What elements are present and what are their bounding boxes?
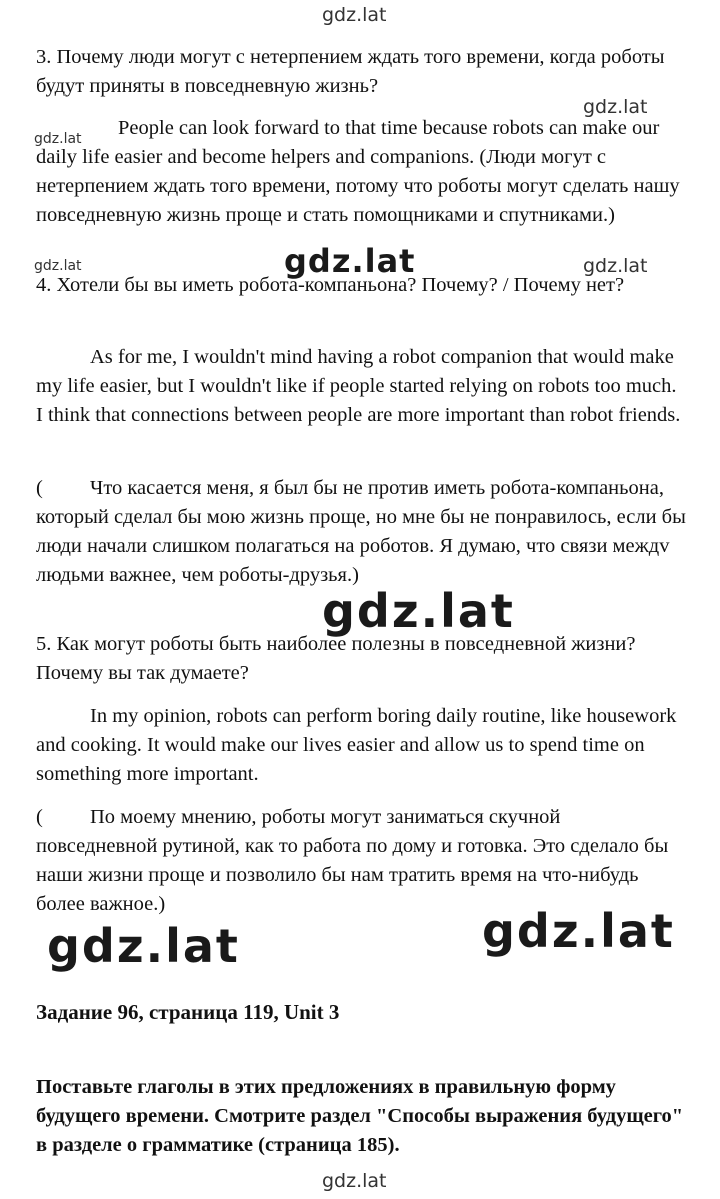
watermark-bottom-right: gdz.lat [482,904,675,958]
watermark-center-2: gdz.lat [322,584,515,638]
watermark-right-2: gdz.lat [583,255,648,277]
answer-3: People can look forward to that time because robots can make our daily life easier and become helpers and companions. (Люди могут с нетерпением ждать того времени, потому что роботы могут сделать нашу повседневную жизнь проще и стать помощниками и спутниками.) [36,117,680,226]
answer-5-russian: По моему мнению, роботы могут заниматься скучной повседневной рутиной, как то работа по дому и готовка. Это сделало бы наши жизни проще и позволило бы нам тратить время на что-нибудь более важное.) [36,806,669,915]
answer-4-english: As for me, I wouldn't mind having a robot companion that would make my life easier, but I wouldn't like if people started relying on robots too much. I think that connections between people are more important than robot friends. [36,346,681,426]
answer-5-russian-block [36,803,686,919]
answer-4-russian-block [36,474,686,590]
answer-5-english: In my opinion, robots can perform boring daily routine, like housework and cooking. It would make our lives easier and allow us to spend time on something more important. [36,705,677,785]
answer-4-russian: Что касается меня, я был бы не против иметь робота-компаньона, который сделал бы мою жизнь проще, но мне бы не понравилось, если бы люди начали слишком полагаться на роботов. Я думаю, что связи междv людьми важнее, чем роботы-друзья.) [36,477,686,586]
task-instruction: Поставьте глаголы в этих предложениях в правильную форму будущего времени. Смотрите раздел "Способы выражения будущего" в разделе о грамматике (страница 185). [36,1076,684,1156]
watermark-left-1: gdz.lat [34,131,82,147]
watermark-top: gdz.lat [322,4,387,26]
task-heading: Задание 96, страница 119, Unit 3 [36,1000,340,1024]
watermark-right-1: gdz.lat [583,96,648,118]
watermark-bottom: gdz.lat [322,1170,387,1192]
question-4: 4. Хотели бы вы иметь робота-компаньона? Почему? / Почему нет? [36,274,625,296]
question-5: 5. Как могут роботы быть наиболее полезны в повседневной жизни? Почему вы так думаете? [36,633,636,684]
open-paren: ( [36,477,43,499]
watermark-left-2: gdz.lat [34,258,82,274]
watermark-bottom-left: gdz.lat [47,919,240,973]
open-paren: ( [36,806,43,828]
question-3: 3. Почему люди могут с нетерпением ждать того времени, когда роботы будут приняты в повседневную жизнь? [36,46,665,97]
watermark-center-1: gdz.lat [284,242,416,280]
